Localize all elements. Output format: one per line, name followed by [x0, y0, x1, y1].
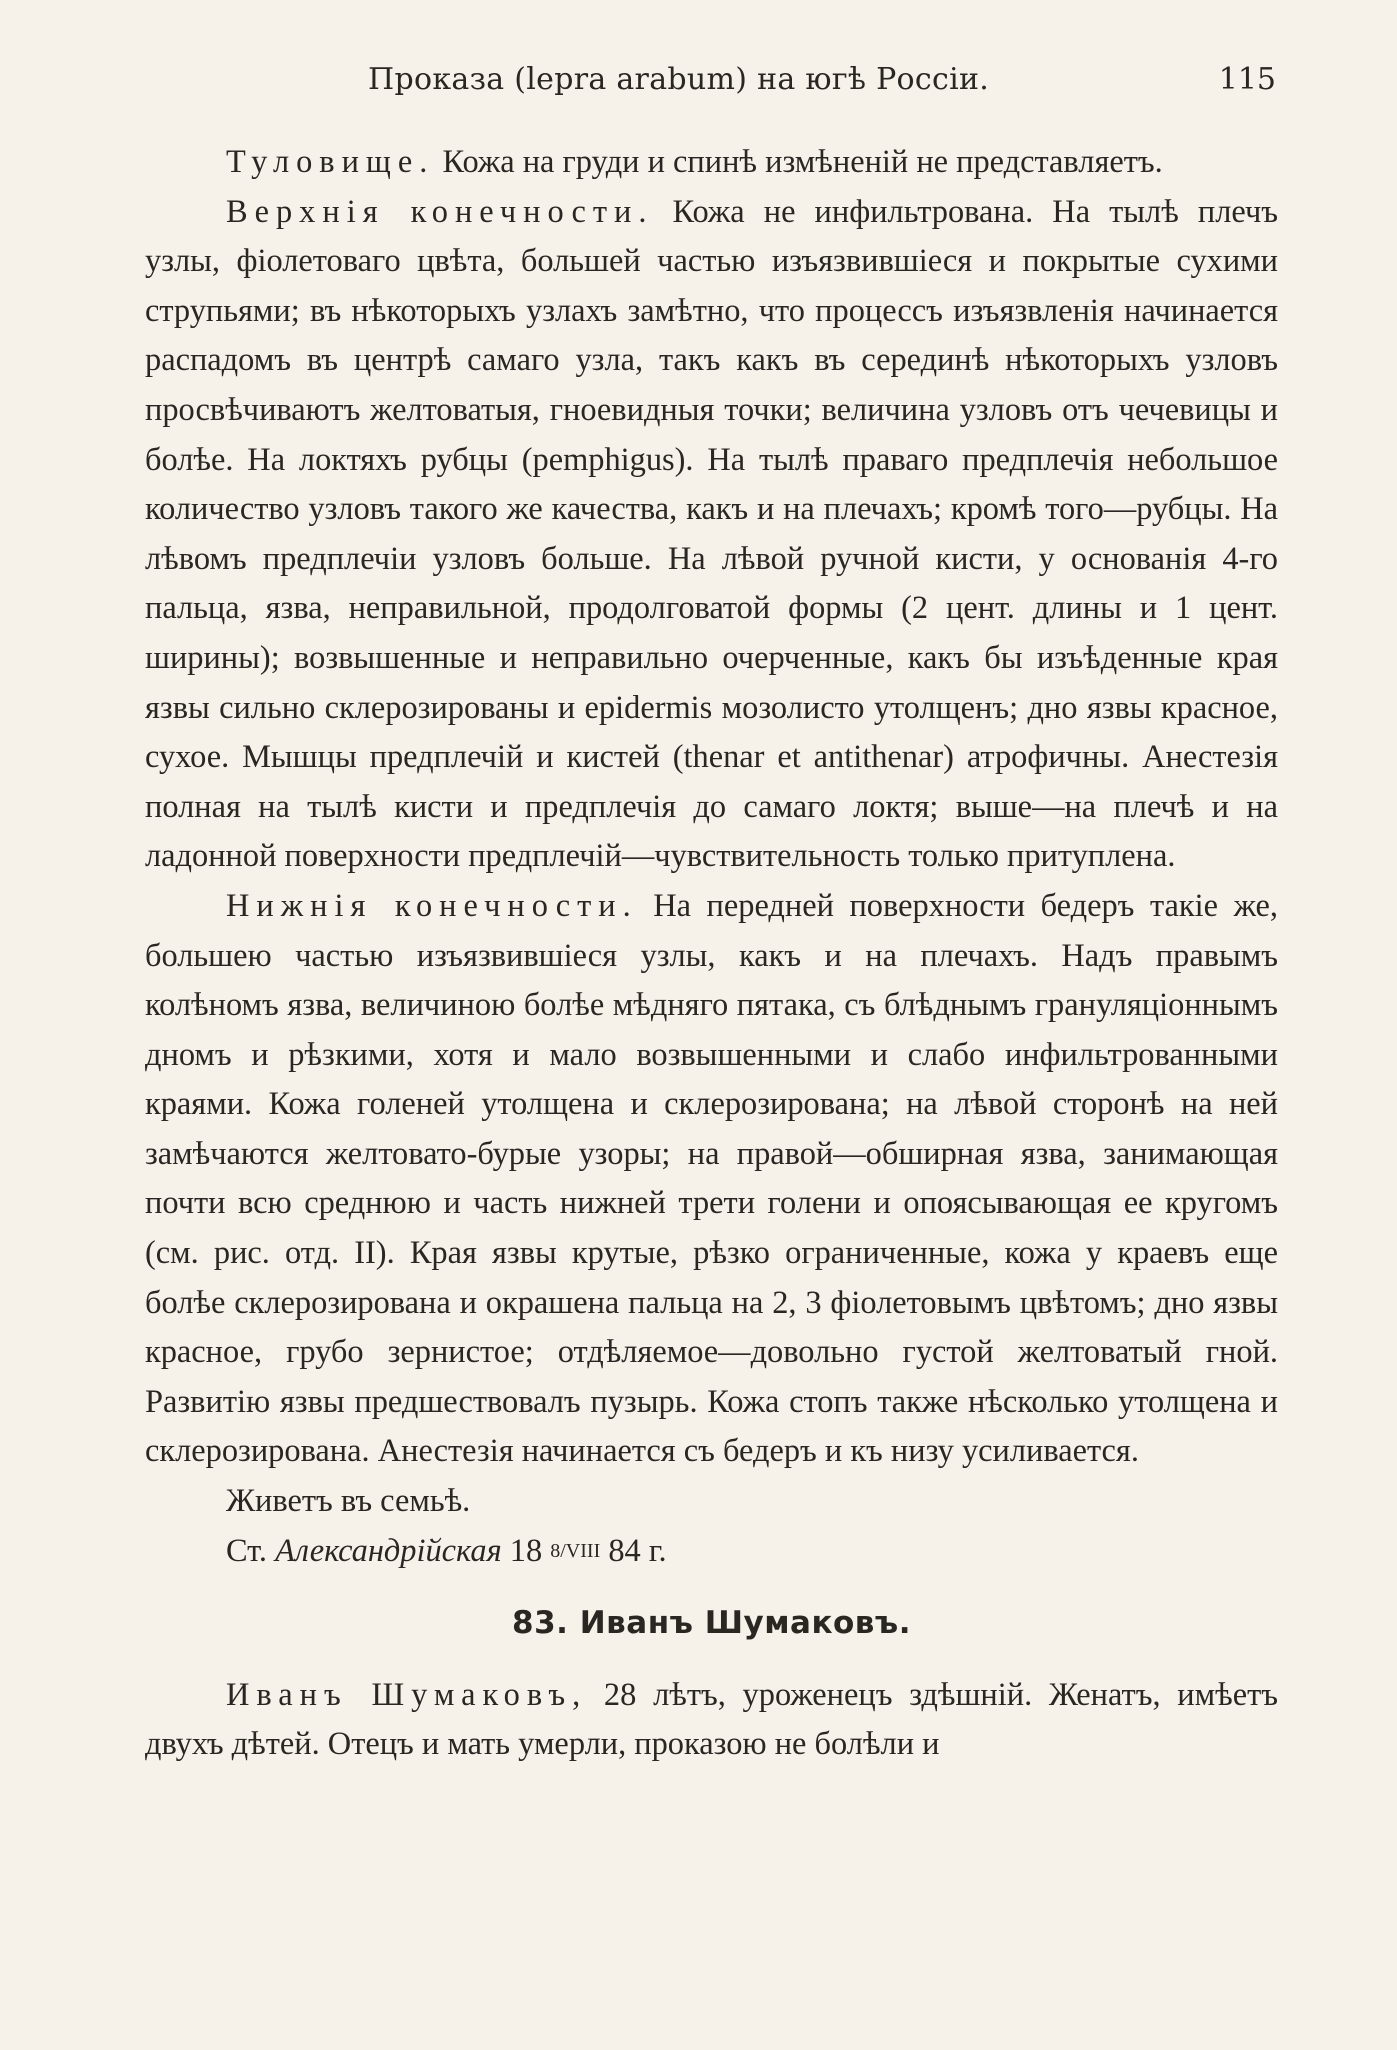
text-trunk: Кожа на груди и спинѣ измѣненій не представляетъ.	[434, 144, 1163, 180]
paragraph-lower-limbs	[145, 882, 1278, 1477]
page-header	[150, 56, 1276, 108]
patient-name: Иванъ Шумаковъ,	[226, 1676, 588, 1713]
station-name: Александрійская	[275, 1532, 502, 1569]
text-lower-limbs: На передней поверхности бедеръ такіе же, большею частью изъязвившіеся узлы, какъ и на плечахъ. Надъ правымъ колѣномъ язва, величиною болѣе мѣдняго пятака, съ блѣднымъ грануляціоннымъ дномъ и рѣзкими, хотя и мало возвышенными и слабо инфильтрованными краями. Кожа голеней утолщена и склерозирована; на лѣвой сторонѣ на ней замѣчаются желтовато-бурые узоры; на правой—обширная язва, занимающая почти всю среднюю и часть нижней трети голени и опоясывающая ее кругомъ (см. рис. отд. II). Края язвы крутые, рѣзко ограниченные, кожа у краевъ еще болѣе склерозирована и окрашена пальца на 2, 3 фіолетовымъ цвѣтомъ; дно язвы красное, грубо зернистое; отдѣляемое—довольно густой желтоватый гной. Развитію язвы предшествовалъ пузырь. Кожа стопъ также нѣсколько утолщена и склерозирована. Анестезія начинается съ бедеръ и къ низу усиливается.	[145, 887, 1278, 1470]
paragraph-upper-limbs	[145, 188, 1278, 882]
place-prefix: Ст.	[226, 1532, 276, 1569]
body-text	[145, 138, 1278, 1770]
patient-intro-text: 28 лѣтъ, уроженецъ здѣшній. Женатъ, имѣетъ двухъ дѣтей. Отецъ и мать умерли, проказою не болѣли и	[145, 1676, 1278, 1763]
paragraph-patient-intro	[145, 1671, 1278, 1770]
section-title: 83. Иванъ Шумаковъ.	[512, 1605, 911, 1642]
paragraph-family: Живетъ въ семьѣ.	[226, 1483, 471, 1520]
running-title: Проказа (lepra arabum) на югѣ Россіи.	[368, 62, 990, 97]
paragraph-place-date	[145, 1527, 1278, 1577]
paragraph-trunk	[145, 138, 1278, 188]
text-upper-limbs: Кожа не инфильтрована. На тылѣ плечъ узлы, фіолетоваго цвѣта, большей частью изъязвившіеся и покрытые сухими струпьями; въ нѣкоторыхъ узлахъ замѣтно, что процессъ изъязвленія начинается распадомъ въ центрѣ самаго узла, такъ какъ въ серединѣ нѣкоторыхъ узловъ просвѣчиваютъ желтоватыя, гноевидныя точки; величина узловъ отъ чечевицы и болѣе. На локтяхъ рубцы (pemphigus). На тылѣ праваго предплечія небольшое количество узловъ такого же качества, какъ и на плечахъ; кромѣ того—рубцы. На лѣвомъ предплечіи узловъ больше. На лѣвой ручной кисти, у основанія 4-го пальца, язва, неправильной, продолговатой формы (2 цент. длины и 1 цент. ширины); возвышенные и неправильно очерченные, какъ бы изъѣденные края язвы сильно склерозированы и epidermis мозолисто утолщенъ; дно язвы красное, сухое. Мышцы предплечій и кистей (thenar et antithenar) атрофичны. Анестезія полная на тылѣ кисти и предплечія до самаго локтя; выше—на плечѣ и на ладонной поверхности предплечій—чувствительность только притуплена.	[145, 193, 1278, 875]
date-day: 18	[501, 1532, 551, 1569]
term-upper-limbs: Верхнія конечности.	[226, 193, 654, 230]
term-lower-limbs: Нижнія конечности.	[226, 887, 638, 924]
page-number: 115	[1218, 62, 1276, 97]
term-trunk: Туловище.	[226, 144, 435, 180]
date-month-fraction: 8/VIII	[550, 1539, 601, 1562]
date-year: 84 г.	[600, 1532, 667, 1569]
